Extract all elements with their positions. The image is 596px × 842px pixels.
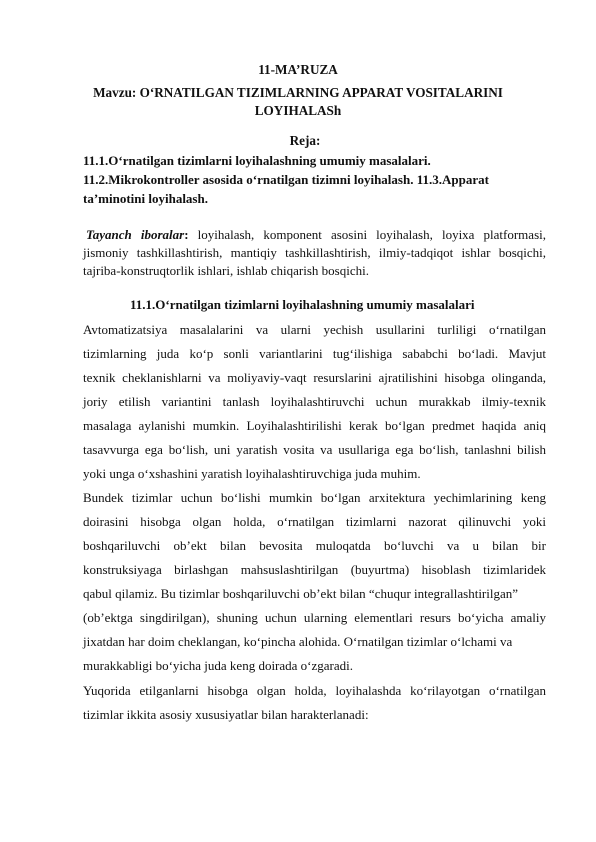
- paragraph-line: boshqariluvchi ob’ekt bilan bevosita muloqatda bo‘luvchi va u bilan bir: [83, 538, 546, 553]
- plan-item: 11.1.O‘rnatilgan tizimlarni loyihalashning umumiy masalalari.: [83, 153, 431, 168]
- paragraph-line: doirasini hisobga olgan holda, o‘rnatilgan tizimlarni nazorat qilinuvchi yoki: [83, 514, 546, 529]
- keywords-line: tajriba-konstruqtorlik ishlari, ishlab chiqarish bosqichi.: [83, 263, 369, 278]
- section-heading: 11.1.O‘rnatilgan tizimlarni loyihalashning umumiy masalalari: [130, 297, 475, 312]
- paragraph-line: Avtomatizatsiya masalalarini va ularni yechish usullarini turliligi o‘rnatilgan: [83, 322, 546, 337]
- paragraph-line: yoki unga o‘xshashini yaratish loyihalashtiruvchiga juda muhim.: [83, 466, 421, 481]
- paragraph-line: konstruksiyaga birlashgan mahsuslashtirilgan (buyurtma) hisoblash tizimlaridek: [83, 562, 546, 577]
- keywords-text: loyihalash, komponent asosini loyihalash, loyixa platformasi,: [188, 227, 546, 242]
- topic-title-line-1: Mavzu: O‘RNATILGAN TIZIMLARNING APPARAT VOSITALARINI: [93, 85, 503, 100]
- paragraph-line: Bundek tizimlar uchun bo‘lishi mumkin bo‘lgan arxitektura yechimlarining keng: [83, 490, 546, 505]
- paragraph-line: (ob’ektga singdirilgan), shuning uchun ularning elementlari resurs bo‘yicha amaliy: [83, 610, 546, 625]
- paragraph-line: tizimlar ikkita asosiy xususiyatlar bilan harakterlanadi:: [83, 707, 369, 722]
- paragraph-line: murakkabligi bo‘yicha juda keng doirada o‘zgaradi.: [83, 658, 354, 673]
- paragraph-line: tizimlarning juda ko‘p sonli variantlarini tug‘ilishiga sababchi bo‘ladi. Mavjut: [83, 346, 546, 361]
- paragraph-line: joriy etilish variantini tanlash loyihalashtiruvchi uchun murakkab ilmiy-texnik: [83, 394, 546, 409]
- topic-title-line-2: LOYIHALASh: [254, 103, 342, 118]
- keywords-label: Tayanch iboralar: [86, 227, 185, 242]
- paragraph-line: jixatdan har doim cheklangan, ko‘pincha alohida. O‘rnatilgan tizimlar o‘lchami va: [83, 634, 513, 649]
- paragraph-line: qabul qilamiz. Bu tizimlar boshqariluvchi ob’ekt bilan “chuqur integrallashtirilgan”: [83, 586, 519, 601]
- paragraph-line: Yuqorida etilganlarni hisobga olgan holda, loyihalashda ko‘rilayotgan o‘rnatilgan: [83, 683, 546, 698]
- paragraph-line: tasavvurga ega bo‘lish, uni yaratish vosita va usullariga ega bo‘lish, tanlashni bilish: [83, 442, 546, 457]
- plan-item: 11.2.Mikrokontroller asosida o‘rnatilgan tizimni loyihalash. 11.3.Apparat: [83, 172, 489, 187]
- keywords-line: [86, 227, 546, 243]
- plan-title: Reja:: [289, 133, 321, 148]
- lecture-number: 11-MA’RUZA: [258, 62, 338, 77]
- keywords-line: jismoniy tashkillashtirish, mantiqiy tashkillashtirish, ilmiy-tadqiqot ishlar bosqichi,: [83, 245, 546, 260]
- paragraph-line: texnik cheklanishlarni va moliyaviy-vaqt resurslarini ajratilishini hisobga olinganda,: [83, 370, 546, 385]
- keywords-colon: :: [184, 227, 189, 242]
- plan-item: ta’minotini loyihalash.: [83, 191, 208, 206]
- paragraph-line: masalaga aylanishi mumkin. Loyihalashtirilishi kerak bo‘lgan predmet haqida aniq: [83, 418, 546, 433]
